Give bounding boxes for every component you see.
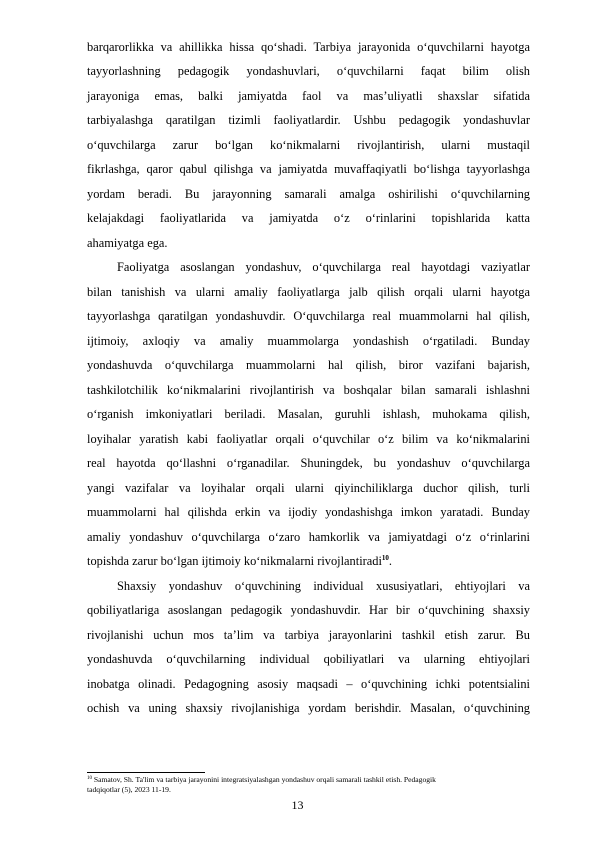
text-line: tashkilotchilik ko‘nikmalarini rivojlantirish va boshqalar bilan samarali ishlashni (87, 383, 530, 397)
footnote-divider (87, 772, 205, 773)
text-line: Shaxsiy yondashuv o‘quvchining individual xususiyatlari, ehtiyojlari va (117, 579, 530, 593)
footnote-line: tadqiqotlar (5), 2023 11-19. (87, 785, 171, 794)
text-line: amaliy yondashuv o‘quvchilarga o‘zaro hamkorlik va jamiyatdagi o‘z o‘rinlarini (87, 530, 530, 544)
footnote-text: Samatov, Sh. Ta'lim va tarbiya jarayonini integratsiyalashgan yondashuv orqali samarali tashkil etish. Pedagogik (93, 775, 436, 784)
text-line: bilan tanishish va ularni amaliy faoliyatlarga jalb qilish orqali ularni hayotga (87, 285, 530, 299)
footnote-marker: 10 (87, 776, 92, 781)
text-line: yordam beradi. Bu jarayonning samarali amalga oshirilishi o‘quvchilarning (87, 187, 530, 201)
text-line: o‘rganish imkoniyatlari beriladi. Masalan, guruhli ishlash, muhokama qilish, (87, 407, 530, 421)
text-line: jarayoniga emas, balki jamiyatda faol va mas’uliyatli shaxslar sifatida (87, 89, 530, 103)
page-number: 13 (291, 798, 304, 812)
text-line: rivojlanishi uchun mos ta’lim va tarbiya jarayonlarini tashkil etish zarur. Bu (87, 628, 530, 642)
text-line: loyihalar yaratish kabi faoliyatlar orqali o‘quvchilar o‘z bilim va ko‘nikmalarini (87, 432, 530, 446)
text-line: yondashuvda o‘quvchilarga muammolarni hal qilish, biror vazifani bajarish, (87, 358, 530, 372)
footnote-reference[interactable]: 10 (381, 554, 389, 562)
text-line: tayyorlashga qaratilgan yondashuvdir. O‘quvchilarga real muammolarni hal qilish, (87, 309, 530, 323)
text-line: qobiliyatlariga asoslangan pedagogik yondashuvdir. Har bir o‘quvchining shaxsiy (87, 603, 530, 617)
text-line: muammolarni hal qilishda erkin va ijodiy yondashishga imkon yaratadi. Bunday (87, 505, 530, 519)
text-line: ochish va uning shaxsiy rivojlanishiga yordam berishdir. Masalan, o‘quvchining (87, 701, 530, 715)
text-line: ijtimoiy, axloqiy va amaliy muammolarga yondashish o‘rgatiladi. Bunday (87, 334, 530, 348)
text-segment: . (388, 554, 393, 568)
text-line: yondashuvda o‘quvchilarning individual qobiliyatlari va ularning ehtiyojlari (87, 652, 530, 666)
footnote-line (87, 775, 436, 785)
text-line: barqarorlikka va ahillikka hissa qo‘shadi. Tarbiya jarayonida o‘quvchilarni hayotga (87, 40, 530, 54)
text-line: tarbiyalashga qaratilgan tizimli faoliyatlardir. Ushbu pedagogik yondashuvlar (87, 113, 530, 127)
text-line: o‘quvchilarga zarur bo‘lgan ko‘nikmalarni rivojlantirish, ularni mustaqil (87, 138, 530, 152)
text-line: ahamiyatga ega. (87, 236, 168, 250)
text-line: fikrlashga, qaror qabul qilishga va jamiyatda muvaffaqiyatli bo‘lishga tayyorlashga (87, 162, 530, 176)
text-line: kelajakdagi faoliyatlarida va jamiyatda o‘z o‘rinlarini topishlarida katta (87, 211, 530, 225)
text-line: inobatga olinadi. Pedagogning asosiy maqsadi – o‘quvchining ichki potentsialini (87, 677, 530, 691)
text-line: tayyorlashning pedagogik yondashuvlari, o‘quvchilarni faqat bilim olish (87, 64, 530, 78)
text-line: Faoliyatga asoslangan yondashuv, o‘quvchilarga real hayotdagi vaziyatlar (117, 260, 530, 274)
text-segment: topishda zarur bo‘lgan ijtimoiy ko‘nikmalarni rivojlantiradi (87, 554, 382, 568)
text-line-with-footnote (87, 549, 530, 573)
text-line: real hayotda qo‘llashni o‘rganadilar. Shuningdek, bu yondashuv o‘quvchilarga (87, 456, 530, 470)
text-line: yangi vazifalar va loyihalar orqali ularni qiyinchiliklarga duchor qilish, turli (87, 481, 530, 495)
